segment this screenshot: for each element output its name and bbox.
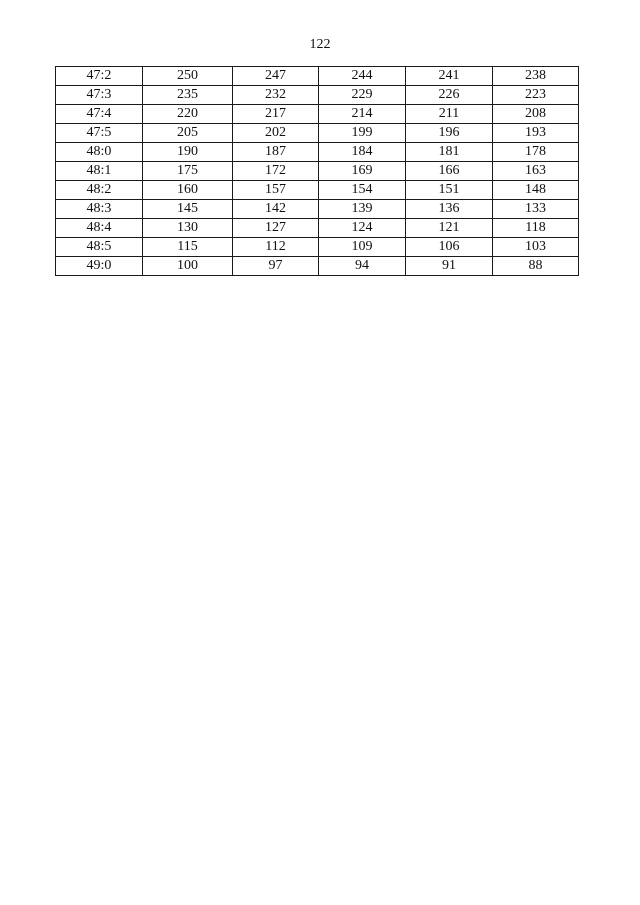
table-cell-value: 229 xyxy=(319,86,406,105)
table-cell-time: 47:5 xyxy=(56,124,143,143)
table-cell-value: 241 xyxy=(406,67,493,86)
table-cell-time: 47:3 xyxy=(56,86,143,105)
table-cell-value: 217 xyxy=(233,105,319,124)
table-cell-value: 247 xyxy=(233,67,319,86)
table-cell-value: 193 xyxy=(493,124,579,143)
table-cell-value: 169 xyxy=(319,162,406,181)
table-row xyxy=(56,162,579,181)
table-cell-value: 184 xyxy=(319,143,406,162)
table-cell-time: 48:2 xyxy=(56,181,143,200)
table-row xyxy=(56,219,579,238)
table-cell-value: 118 xyxy=(493,219,579,238)
table-cell-value: 145 xyxy=(143,200,233,219)
table-cell-value: 226 xyxy=(406,86,493,105)
table-cell-value: 214 xyxy=(319,105,406,124)
table-cell-value: 94 xyxy=(319,257,406,276)
table-cell-time: 47:2 xyxy=(56,67,143,86)
table-cell-value: 103 xyxy=(493,238,579,257)
table-cell-value: 232 xyxy=(233,86,319,105)
table-cell-value: 109 xyxy=(319,238,406,257)
table-cell-value: 220 xyxy=(143,105,233,124)
table-cell-time: 48:0 xyxy=(56,143,143,162)
table-cell-value: 211 xyxy=(406,105,493,124)
table-row xyxy=(56,257,579,276)
page-number: 122 xyxy=(309,37,331,52)
table-body xyxy=(56,67,579,276)
table-cell-value: 202 xyxy=(233,124,319,143)
data-table xyxy=(55,66,579,276)
table-cell-value: 172 xyxy=(233,162,319,181)
table-cell-value: 199 xyxy=(319,124,406,143)
table-cell-value: 187 xyxy=(233,143,319,162)
table-cell-value: 157 xyxy=(233,181,319,200)
table-row xyxy=(56,105,579,124)
table-cell-value: 205 xyxy=(143,124,233,143)
table-cell-value: 115 xyxy=(143,238,233,257)
table-cell-value: 139 xyxy=(319,200,406,219)
table-row xyxy=(56,86,579,105)
table-cell-value: 250 xyxy=(143,67,233,86)
table-cell-value: 148 xyxy=(493,181,579,200)
table-cell-time: 48:3 xyxy=(56,200,143,219)
table-row xyxy=(56,124,579,143)
table-row xyxy=(56,200,579,219)
table-cell-value: 88 xyxy=(493,257,579,276)
table-cell-time: 47:4 xyxy=(56,105,143,124)
table-cell-value: 178 xyxy=(493,143,579,162)
table-cell-time: 48:5 xyxy=(56,238,143,257)
table-cell-value: 121 xyxy=(406,219,493,238)
table-cell-value: 175 xyxy=(143,162,233,181)
table-cell-value: 100 xyxy=(143,257,233,276)
table-cell-time: 48:4 xyxy=(56,219,143,238)
table-row xyxy=(56,67,579,86)
table-cell-value: 166 xyxy=(406,162,493,181)
table-cell-time: 48:1 xyxy=(56,162,143,181)
table-cell-value: 190 xyxy=(143,143,233,162)
table-cell-value: 124 xyxy=(319,219,406,238)
table-cell-value: 181 xyxy=(406,143,493,162)
table-row xyxy=(56,143,579,162)
table-cell-value: 160 xyxy=(143,181,233,200)
table-cell-value: 91 xyxy=(406,257,493,276)
table-cell-value: 208 xyxy=(493,105,579,124)
table-cell-value: 136 xyxy=(406,200,493,219)
table-cell-value: 238 xyxy=(493,67,579,86)
table-cell-value: 106 xyxy=(406,238,493,257)
table-cell-value: 196 xyxy=(406,124,493,143)
table-cell-value: 163 xyxy=(493,162,579,181)
table-cell-value: 223 xyxy=(493,86,579,105)
table-cell-value: 154 xyxy=(319,181,406,200)
table-cell-value: 151 xyxy=(406,181,493,200)
table-cell-value: 112 xyxy=(233,238,319,257)
table-cell-value: 142 xyxy=(233,200,319,219)
table-cell-value: 133 xyxy=(493,200,579,219)
table-cell-time: 49:0 xyxy=(56,257,143,276)
table-row xyxy=(56,238,579,257)
table-cell-value: 235 xyxy=(143,86,233,105)
table-cell-value: 130 xyxy=(143,219,233,238)
table-cell-value: 97 xyxy=(233,257,319,276)
table-row xyxy=(56,181,579,200)
table-cell-value: 127 xyxy=(233,219,319,238)
table-cell-value: 244 xyxy=(319,67,406,86)
